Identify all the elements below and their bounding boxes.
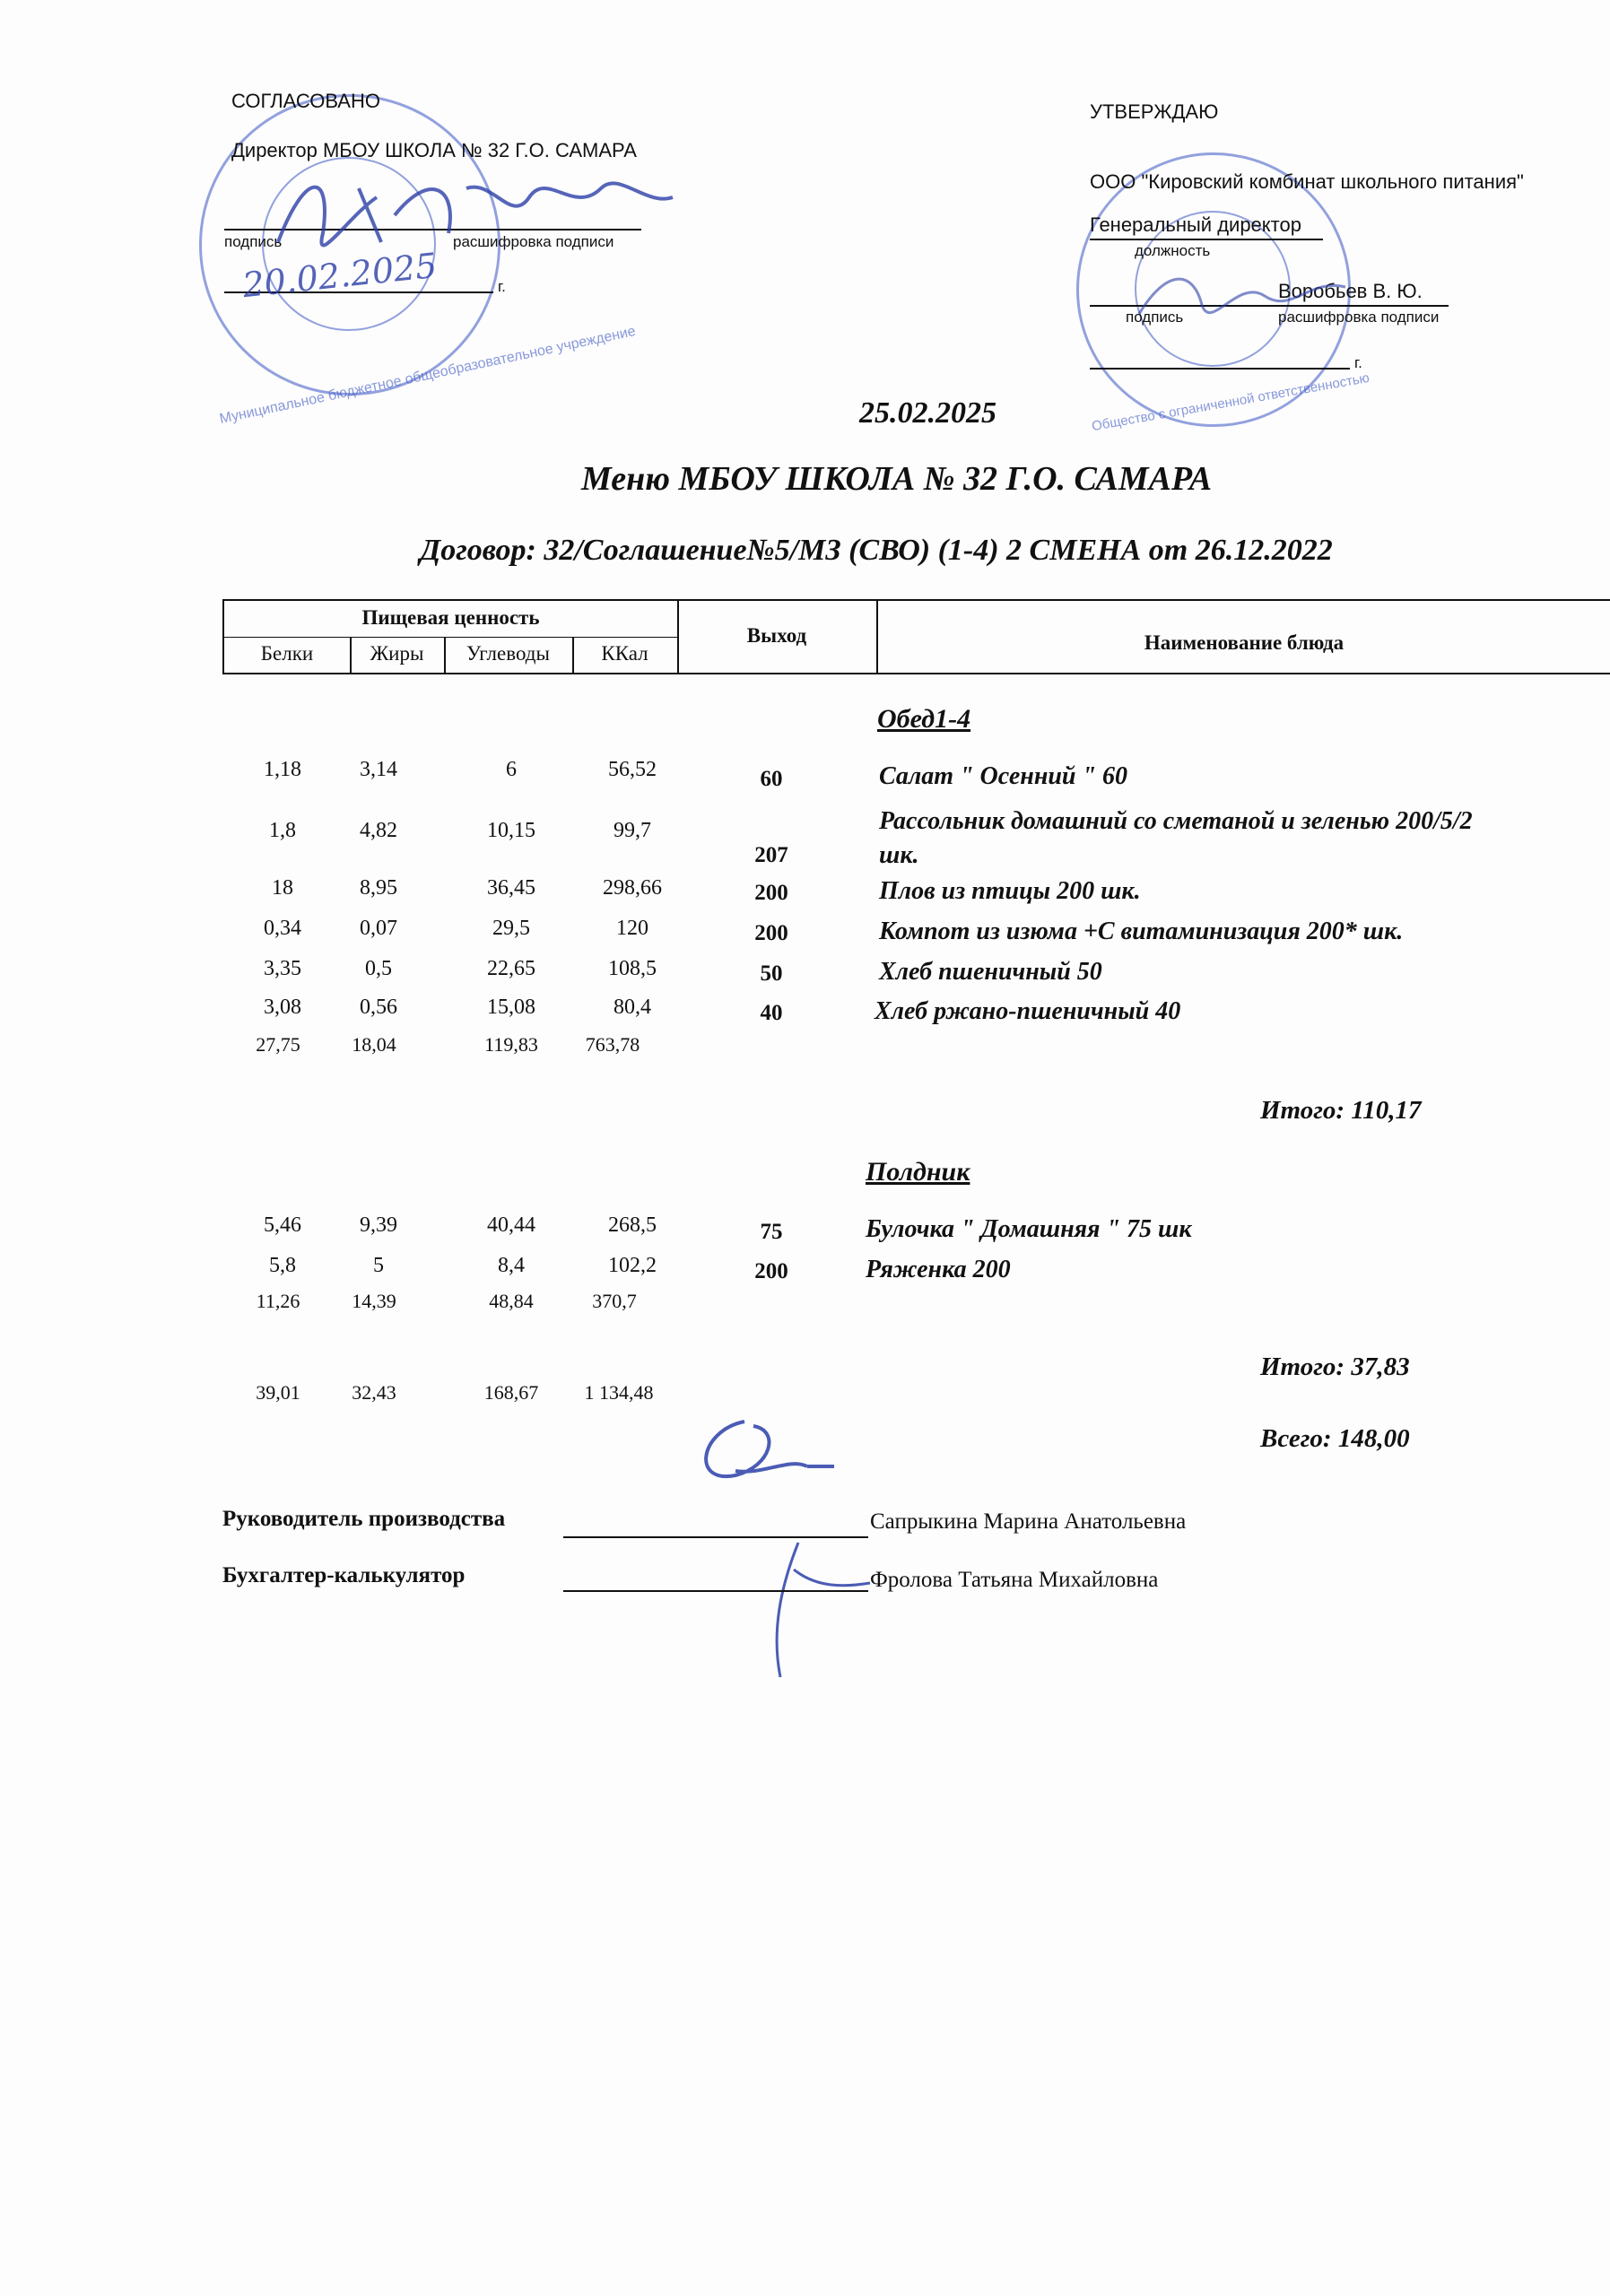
signature-name: Сапрыкина Марина Анатольевна	[870, 1509, 1187, 1534]
header-fats: Жиры	[370, 642, 424, 665]
dish-name: Компот из изюма +С витаминизация 200* шк.	[879, 918, 1404, 945]
dish-name: Салат " Осенний " 60	[879, 762, 1128, 790]
snack-total: Итого: 37,83	[1260, 1352, 1410, 1381]
dish-name: Рассольник домашний со сметаной и зеленью 200/5/2	[879, 807, 1473, 835]
dish-name: Хлеб пшеничный 50	[879, 958, 1102, 986]
approval-right-sign-label: подпись	[1126, 309, 1184, 326]
contract-line: Договор: 32/Соглашение№5/МЗ (СВО) (1-4) 2 СМЕНА от 26.12.2022	[420, 534, 1333, 567]
approval-right-heading: УТВЕРЖДАЮ	[1090, 100, 1219, 123]
approval-right-name: Воробьев В. Ю.	[1278, 280, 1423, 302]
header-proteins: Белки	[260, 642, 314, 665]
dish-name: Булочка " Домашняя " 75 шк	[866, 1215, 1192, 1243]
approval-left-decode-label: расшифровка подписи	[453, 233, 614, 250]
dish-name-cont: шк.	[879, 841, 919, 869]
dish-name: Плов из птицы 200 шк.	[879, 877, 1141, 905]
header-nutrition: Пищевая ценность	[361, 606, 540, 629]
approval-left-year: г.	[498, 278, 506, 295]
approval-left-sign-label: подпись	[224, 233, 283, 250]
approval-right-year: г.	[1354, 354, 1362, 371]
page-title: Меню МБОУ ШКОЛА № 32 Г.О. САМАРА	[581, 460, 1213, 498]
menu-date: 25.02.2025	[859, 396, 996, 430]
stamp-right-text: Общество с ограниченной ответственностью	[1090, 370, 1371, 435]
production-head-signature	[682, 1404, 843, 1502]
table-header	[222, 599, 1610, 674]
signature-name: Фролова Татьяна Михайловна	[870, 1568, 1159, 1592]
header-dish: Наименование блюда	[1144, 631, 1345, 654]
dish-name: Ряженка 200	[866, 1256, 1011, 1283]
signature-role: Руководитель производства	[222, 1507, 506, 1531]
accountant-signature	[744, 1534, 879, 1686]
grand-total: Всего: 148,00	[1260, 1424, 1410, 1453]
approval-right-decode-label: расшифровка подписи	[1278, 309, 1440, 326]
stamp-left-text: Муниципальное бюджетное общеобразовательное учреждение	[218, 323, 638, 428]
section-snack-title: Полдник	[866, 1157, 970, 1187]
approval-right-position-label: должность	[1135, 242, 1211, 259]
approval-right-org: ООО "Кировский комбинат школьного питания"	[1090, 170, 1524, 193]
approval-right-position: Генеральный директор	[1090, 213, 1301, 236]
approval-left-position: Директор МБОУ ШКОЛА № 32 Г.О. САМАРА	[231, 139, 637, 161]
lunch-total: Итого: 110,17	[1260, 1096, 1422, 1125]
signature-role: Бухгалтер-калькулятор	[222, 1563, 466, 1587]
header-kcal: ККал	[601, 642, 648, 665]
approval-left-heading: СОГЛАСОВАНО	[231, 90, 380, 112]
header-carbs: Углеводы	[466, 642, 550, 665]
header-yield: Выход	[746, 624, 807, 647]
section-lunch-title: Обед1-4	[877, 704, 971, 734]
dish-name: Хлеб ржано-пшеничный 40	[875, 997, 1181, 1025]
handwritten-date: 20.02.2025	[240, 245, 439, 306]
general-director-signature	[1130, 260, 1363, 341]
